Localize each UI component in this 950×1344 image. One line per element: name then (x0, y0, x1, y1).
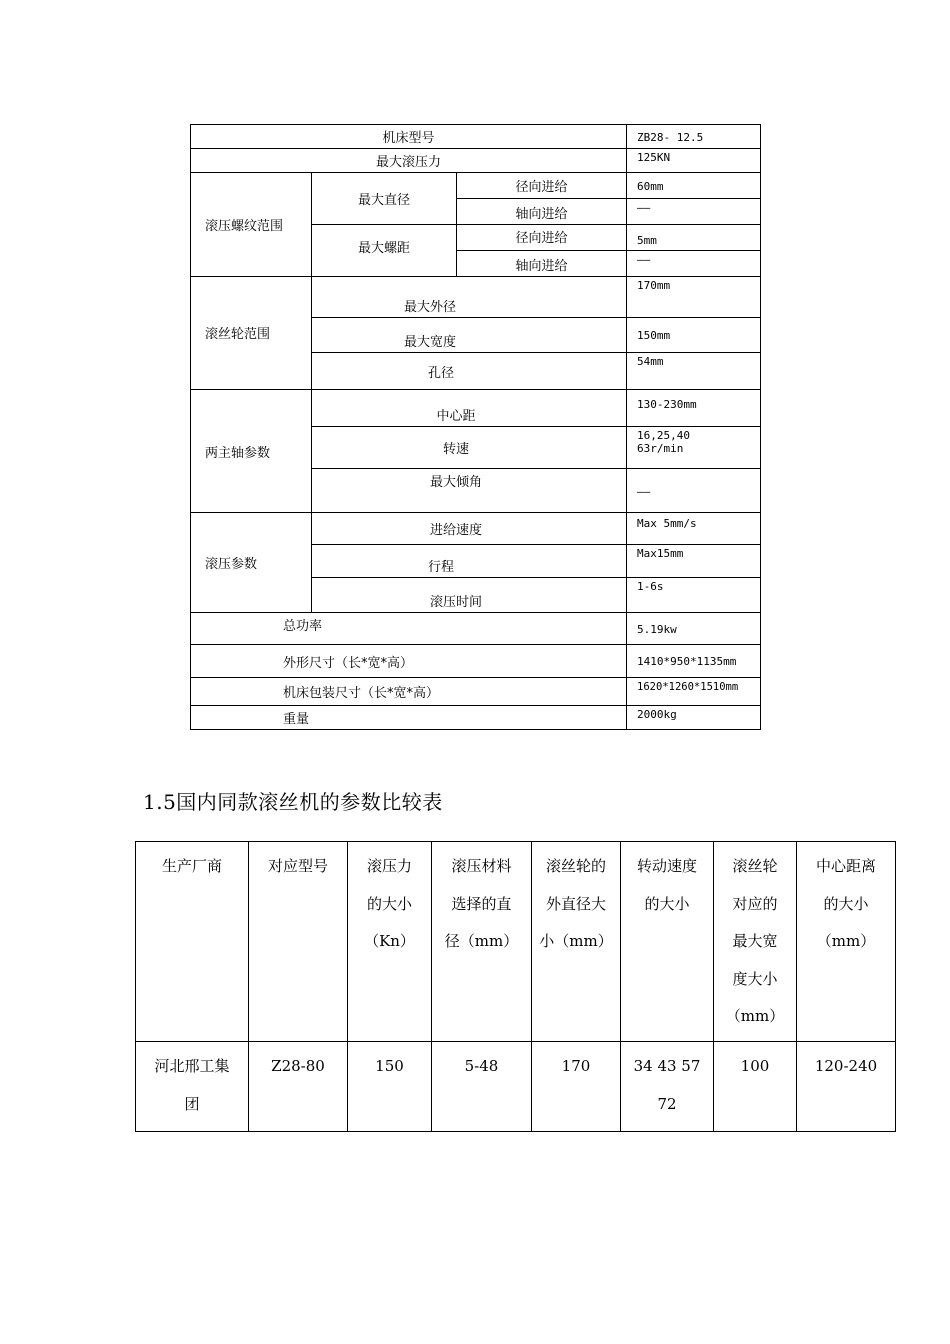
speed-value-line1: 16,25,40 (637, 429, 691, 442)
max-pitch-axial-value: —— (627, 251, 761, 277)
speed-value-line2: 63r/min (637, 442, 684, 455)
data-cell-line: 120-240 (814, 1057, 878, 1075)
data-cell-line: 100 (740, 1057, 770, 1075)
radial-feed-label-2: 径向进给 (457, 225, 627, 251)
data-cell-line: 5-48 (464, 1057, 499, 1075)
header-cell (249, 842, 348, 1042)
data-cell (348, 1042, 432, 1132)
max-diameter-axial-value: —— (627, 199, 761, 225)
package-size-label: 机床包装尺寸（长*宽*高） (191, 678, 627, 706)
header-cell-line: 选择的直 (451, 894, 512, 913)
data-cell (249, 1042, 348, 1132)
header-cell-line: 外直径大 (545, 894, 606, 913)
header-cell-line: 最大宽 (732, 932, 778, 950)
radial-feed-label: 径向进给 (457, 173, 627, 199)
outer-size-label: 外形尺寸（长*宽*高） (191, 645, 627, 678)
total-power-label: 总功率 (191, 613, 627, 645)
rolling-params-label: 滚压参数 (191, 513, 312, 613)
model-value: ZB28- 12.5 (627, 125, 761, 149)
model-label: 机床型号 (191, 125, 627, 149)
data-cell (136, 1042, 249, 1132)
weight-value: 2000kg (627, 706, 761, 730)
max-force-value: 125KN (627, 149, 761, 173)
stroke-label: 行程 (312, 545, 627, 578)
header-cell-line: 滚丝轮的 (545, 857, 606, 875)
header-cell-line: 小（mm） (539, 932, 613, 950)
header-cell-line: （mm） (816, 932, 876, 950)
header-cell-line: 滚丝轮 (732, 857, 778, 875)
section-heading: 1.5国内同款滚丝机的参数比较表 (143, 790, 443, 814)
header-cell-line: 的大小 (644, 894, 690, 913)
max-pitch-label: 最大螺距 (312, 225, 457, 277)
header-cell (714, 842, 797, 1042)
speed-label: 转速 (312, 427, 627, 469)
speed-value (627, 427, 761, 469)
weight-label: 重量 (191, 706, 627, 730)
stroke-value: Max15mm (627, 545, 761, 578)
axial-feed-label: 轴向进给 (457, 199, 627, 225)
header-cell (797, 842, 896, 1042)
center-distance-label: 中心距 (312, 390, 627, 427)
tilt-value: —— (627, 469, 761, 513)
header-cell-line: （Kn） (364, 932, 415, 950)
wheel-bore-label: 孔径 (312, 353, 627, 390)
rolling-time-value: 1-6s (627, 578, 761, 613)
comparison-table (135, 841, 896, 1132)
header-cell (348, 842, 432, 1042)
header-cell-line: （mm） (725, 1007, 785, 1025)
data-cell (714, 1042, 797, 1132)
data-cell-line: Z28-80 (271, 1057, 325, 1075)
thread-range-label: 滚压螺纹范围 (191, 173, 312, 277)
max-diameter-label: 最大直径 (312, 173, 457, 225)
header-cell-line: 滚压力 (366, 857, 412, 875)
data-cell (432, 1042, 532, 1132)
axial-feed-label-2: 轴向进给 (457, 251, 627, 277)
comparison-data-row (136, 1042, 896, 1132)
header-cell-line: 转动速度 (636, 857, 697, 875)
data-cell (621, 1042, 714, 1132)
package-size-value: 1620*1260*1510mm (627, 678, 761, 706)
header-cell (621, 842, 714, 1042)
wheel-bore-value: 54mm (627, 353, 761, 390)
max-force-label: 最大滚压力 (191, 149, 627, 173)
wheel-width-value: 150mm (627, 318, 761, 353)
feed-speed-value: Max 5mm/s (627, 513, 761, 545)
data-cell-line: 150 (375, 1057, 404, 1075)
data-cell-line: 河北邢工集 (154, 1057, 230, 1075)
header-cell (432, 842, 532, 1042)
center-distance-value: 130-230mm (627, 390, 761, 427)
outer-size-value: 1410*950*1135mm (627, 645, 761, 678)
header-cell-line: 的大小 (366, 894, 412, 913)
machine-spec-table (190, 124, 761, 730)
spindle-label: 两主轴参数 (191, 390, 312, 513)
header-cell (136, 842, 249, 1042)
wheel-range-label: 滚丝轮范围 (191, 277, 312, 390)
header-cell-line: 生产厂商 (161, 857, 222, 875)
header-cell-line: 中心距离 (815, 857, 876, 875)
rolling-time-label: 滚压时间 (312, 578, 627, 613)
header-cell-line: 滚压材料 (451, 857, 512, 875)
total-power-value: 5.19kw (627, 613, 761, 645)
comparison-header-row (136, 842, 896, 1042)
max-pitch-radial-value: 5mm (627, 225, 761, 251)
data-cell-line: 团 (184, 1094, 200, 1113)
max-diameter-radial-value: 60mm (627, 173, 761, 199)
wheel-outer-value: 170mm (627, 277, 761, 318)
wheel-width-label: 最大宽度 (312, 318, 627, 353)
header-cell-line: 的大小 (823, 894, 869, 913)
feed-speed-label: 进给速度 (312, 513, 627, 545)
data-cell (797, 1042, 896, 1132)
wheel-outer-label: 最大外径 (312, 277, 627, 318)
header-cell-line: 径（mm） (444, 932, 519, 950)
data-cell (532, 1042, 621, 1132)
data-cell-line: 72 (657, 1094, 677, 1113)
header-cell-line: 对应型号 (267, 857, 328, 875)
header-cell-line: 对应的 (732, 894, 778, 913)
header-cell (532, 842, 621, 1042)
tilt-label: 最大倾角 (312, 469, 627, 513)
data-cell-line: 170 (561, 1057, 591, 1075)
data-cell-line: 34 43 57 (633, 1057, 701, 1075)
header-cell-line: 度大小 (732, 969, 778, 988)
